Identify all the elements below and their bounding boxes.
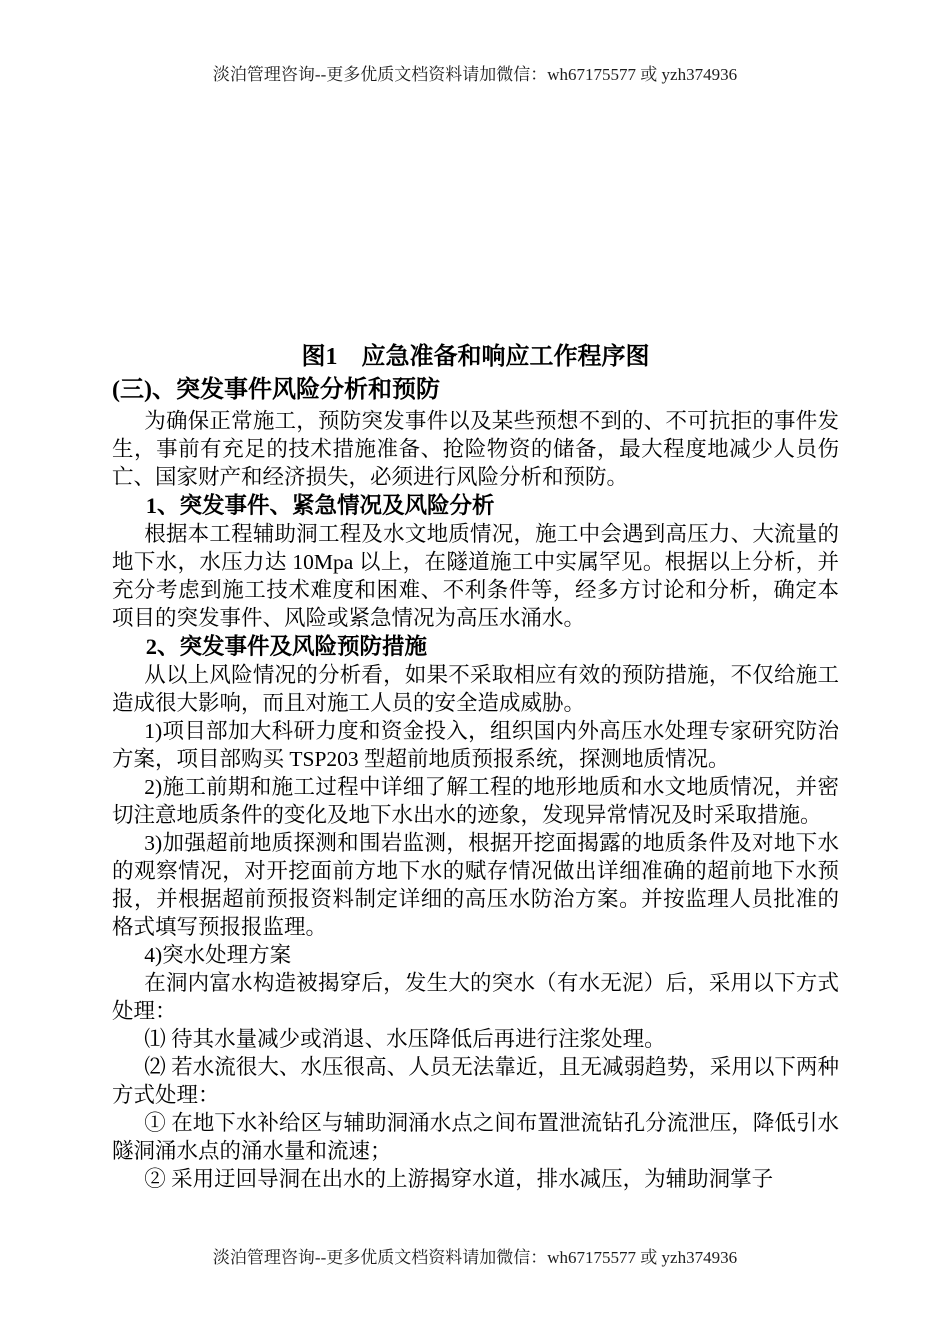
numbered-item-3: 3)加强超前地质探测和围岩监测，根据开挖面揭露的地质条件及对地下水的观察情况，对开挖面前方地下水的赋存情况做出详细准确的超前地下水预报，并根据超前预报资料制定详细的高压水防治方案。并按监理人员批准的格式填写预报报监理。 [112, 831, 839, 939]
numbered-item-1: 1)项目部加大科研力度和资金投入，组织国内外高压水处理专家研究防治方案，项目部购买 TSP203 型超前地质预报系统，探测地质情况。 [112, 719, 839, 771]
document-body [112, 341, 839, 1193]
numbered-item-4-water-inrush-plan: 4)突水处理方案 [144, 943, 292, 967]
numbered-item-2: 2)施工前期和施工过程中详细了解工程的地形地质和水文地质情况，并密切注意地质条件的变化及地下水出水的迹象，发现异常情况及时采取措施。 [112, 775, 839, 827]
header-watermark-text: 淡泊管理咨询--更多优质文档资料请加微信：wh67175577 或 yzh374936 [212, 65, 738, 84]
paragraph-prevention-intro: 从以上风险情况的分析看，如果不采取相应有效的预防措施，不仅给施工造成很大影响，而且对施工人员的安全造成威胁。 [112, 663, 839, 715]
list-circle-item-2: ② 采用迂回导洞在出水的上游揭穿水道，排水减压，为辅助洞掌子 [144, 1167, 774, 1191]
paragraph-intro: 为确保正常施工，预防突发事件以及某些预想不到的、不可抗拒的事件发生，事前有充足的技术措施准备、抢险物资的储备，最大程度地减少人员伤亡、国家财产和经济损失，必须进行风险分析和预防。 [112, 409, 839, 489]
figure-caption: 图1 应急准备和响应工作程序图 [301, 344, 650, 370]
subheading-1-risk-analysis: 1、突发事件、紧急情况及风险分析 [145, 493, 495, 518]
paragraph-risk-analysis: 根据本工程辅助洞工程及水文地质情况，施工中会遇到高压力、大流量的地下水，水压力达 10Mpa 以上，在隧道施工中实属罕见。根据以上分析，并充分考虑到施工技术难度和困难、不利条件等，经多方讨论和分析，确定本项目的突发事件、风险或紧急情况为高压水涌水。 [112, 522, 839, 630]
list-paren-item-2: ⑵ 若水流很大、水压很高、人员无法靠近，且无减弱趋势，采用以下两种方式处理： [112, 1055, 839, 1107]
footer-watermark-text: 淡泊管理咨询--更多优质文档资料请加微信：wh67175577 或 yzh374936 [212, 1248, 738, 1267]
paragraph-water-inrush-handling: 在洞内富水构造被揭穿后，发生大的突水（有水无泥）后，采用以下方式处理： [112, 971, 839, 1023]
subheading-2-prevention-measures: 2、突发事件及风险预防措施 [145, 634, 428, 659]
list-paren-item-1: ⑴ 待其水量减少或消退、水压降低后再进行注浆处理。 [144, 1027, 666, 1051]
section-heading-3: (三)、突发事件风险分析和预防 [112, 377, 440, 403]
list-circle-item-1: ① 在地下水补给区与辅助洞涌水点之间布置泄流钻孔分流泄压，降低引水隧洞涌水点的涌水量和流速； [112, 1111, 839, 1163]
figure-blank-area [112, 92, 839, 340]
